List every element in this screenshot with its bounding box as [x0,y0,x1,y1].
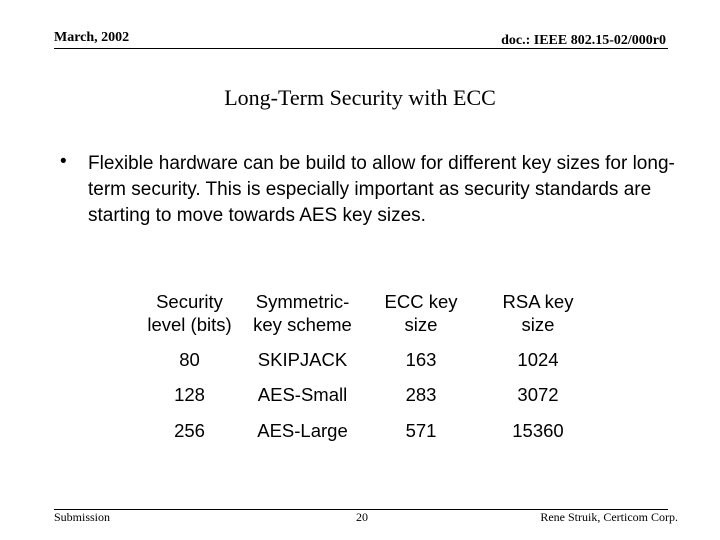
header-rule [54,48,668,49]
header-line: Security [156,291,223,312]
cell-rsa-size: 15360 [512,419,564,441]
header-line: size [521,314,555,335]
table-row [143,342,603,378]
table-row [143,378,603,414]
header-doc-id: doc.: IEEE 802.15-02/000r0 [501,33,666,48]
header-date: March, 2002 [54,30,130,45]
bullet-text: Flexible hardware can be build to allow for different key sizes for long-term security. This is especially important as security standards are starting to move towards AES key sizes. [88,153,675,226]
cell-symmetric-scheme: SKIPJACK [257,348,348,370]
header-symmetric-key-scheme [236,290,369,342]
header-rsa-key-size [473,290,603,342]
cell-rsa-size: 3072 [517,384,559,406]
cell-ecc-size: 163 [405,348,437,370]
cell-symmetric-scheme: AES-Small [257,384,348,406]
table-header-row [143,290,603,342]
slide-title: Long-Term Security with ECC [224,85,496,110]
header-security-level [143,290,236,342]
footer-submission: Submission [54,510,111,524]
bullet-symbol: • [60,151,67,172]
footer-page-number: 20 [356,510,368,524]
header-line: size [404,314,438,335]
cell-symmetric-scheme: AES-Large [257,419,348,441]
cell-ecc-size: 283 [405,384,437,406]
cell-security-level: 256 [174,419,205,441]
cell-security-level: 128 [174,384,205,406]
header-line: RSA key [502,291,574,312]
key-size-table [143,290,603,449]
header-line: ECC key [384,291,458,312]
cell-security-level: 80 [179,348,200,370]
cell-ecc-size: 571 [405,419,437,441]
header-ecc-key-size [369,290,473,342]
footer-author: Rene Struik, Certicom Corp. [540,510,678,524]
table-row [143,413,603,449]
cell-rsa-size: 1024 [517,348,559,370]
header-line: level (bits) [147,314,232,335]
bullet-item [60,151,680,229]
header-line: key scheme [253,314,352,335]
header-line: Symmetric- [255,291,350,312]
